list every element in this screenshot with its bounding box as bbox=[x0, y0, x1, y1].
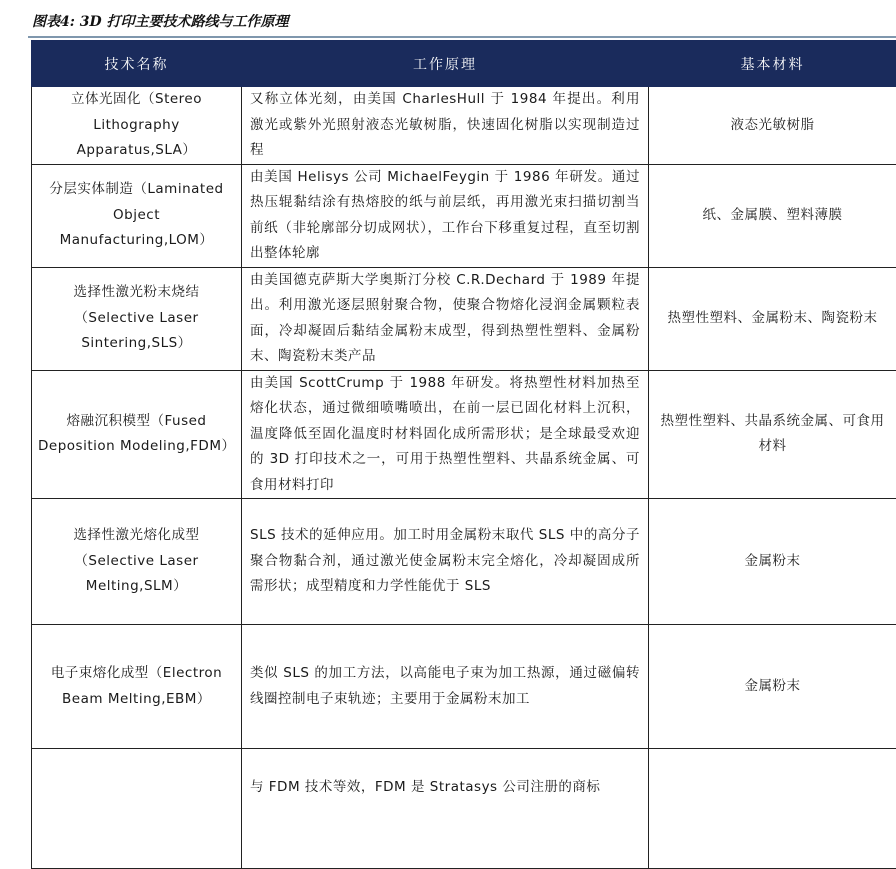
material-cell: 热塑性塑料、共晶系统金属、可食用材料 bbox=[649, 370, 896, 499]
table-row bbox=[32, 267, 896, 370]
tech-name-cell: 立体光固化（Stereo Lithography Apparatus,SLA） bbox=[32, 87, 242, 165]
header-principle: 工作原理 bbox=[242, 41, 649, 87]
principle-cell: 由美国 ScottCrump 于 1988 年研发。将热塑性材料加热至熔化状态，通过微细喷嘴喷出，在前一层已固化材料上沉积，温度降低至固化温度时材料固化成所需形状；是全球最受欢迎的 3D 打印技术之一，可用于热塑性塑料、共晶系统金属、可食用材料打印 bbox=[242, 370, 649, 499]
header-row bbox=[32, 41, 896, 87]
principle-cell: 由美国德克萨斯大学奥斯汀分校 C.R.Dechard 于 1989 年提出。利用激光逐层照射聚合物，使聚合物熔化浸润金属颗粒表面，冷却凝固后黏结金属粉末成型，得到热塑性塑料、金属粉末、陶瓷粉末类产品 bbox=[242, 267, 649, 370]
table-row bbox=[32, 499, 896, 625]
principle-cell: 由美国 Helisys 公司 MichaelFeygin 于 1986 年研发。通过热压辊黏结涂有热熔胶的纸与前层纸，再用激光束扫描切割当前纸（非轮廓部分切成网状），工作台下移重复过程，直至切割出整体轮廓 bbox=[242, 164, 649, 267]
tech-name-cell: 选择性激光熔化成型（Selective Laser Melting,SLM） bbox=[32, 499, 242, 625]
material-cell: 液态光敏树脂 bbox=[649, 87, 896, 165]
material-cell: 纸、金属膜、塑料薄膜 bbox=[649, 164, 896, 267]
header-material: 基本材料 bbox=[649, 41, 896, 87]
tech-table bbox=[31, 40, 896, 869]
title-rule bbox=[28, 36, 896, 38]
principle-cell: 类似 SLS 的加工方法，以高能电子束为加工热源，通过磁偏转线圈控制电子束轨迹；主要用于金属粉末加工 bbox=[242, 625, 649, 749]
principle-cell: SLS 技术的延伸应用。加工时用金属粉末取代 SLS 中的高分子聚合物黏合剂，通过激光使金属粉末完全熔化，冷却凝固成所需形状；成型精度和力学性能优于 SLS bbox=[242, 499, 649, 625]
material-cell: 金属粉末 bbox=[649, 625, 896, 749]
header-tech-name: 技术名称 bbox=[32, 41, 242, 87]
material-cell: 热塑性塑料、金属粉末、陶瓷粉末 bbox=[649, 267, 896, 370]
material-cell: 金属粉末 bbox=[649, 499, 896, 625]
table-row bbox=[32, 625, 896, 749]
table-row bbox=[32, 87, 896, 165]
tech-name-cell: 熔融沉积模型（Fused Deposition Modeling,FDM） bbox=[32, 370, 242, 499]
material-cell bbox=[649, 749, 896, 869]
principle-cell: 与 FDM 技术等效，FDM 是 Stratasys 公司注册的商标 bbox=[242, 749, 649, 869]
tech-name-cell: 电子束熔化成型（Electron Beam Melting,EBM） bbox=[32, 625, 242, 749]
figure-title: 图表4: 3D 打印主要技术路线与工作原理 bbox=[32, 11, 289, 31]
tech-name-cell: 分层实体制造（Laminated Object Manufacturing,LOM） bbox=[32, 164, 242, 267]
tech-name-cell: 选择性激光粉末烧结（Selective Laser Sintering,SLS） bbox=[32, 267, 242, 370]
table-row bbox=[32, 749, 896, 869]
table-row bbox=[32, 164, 896, 267]
tech-name-cell bbox=[32, 749, 242, 869]
principle-cell: 又称立体光刻，由美国 CharlesHull 于 1984 年提出。利用激光或紫外光照射液态光敏树脂，快速固化树脂以实现制造过程 bbox=[242, 87, 649, 165]
table-row bbox=[32, 370, 896, 499]
